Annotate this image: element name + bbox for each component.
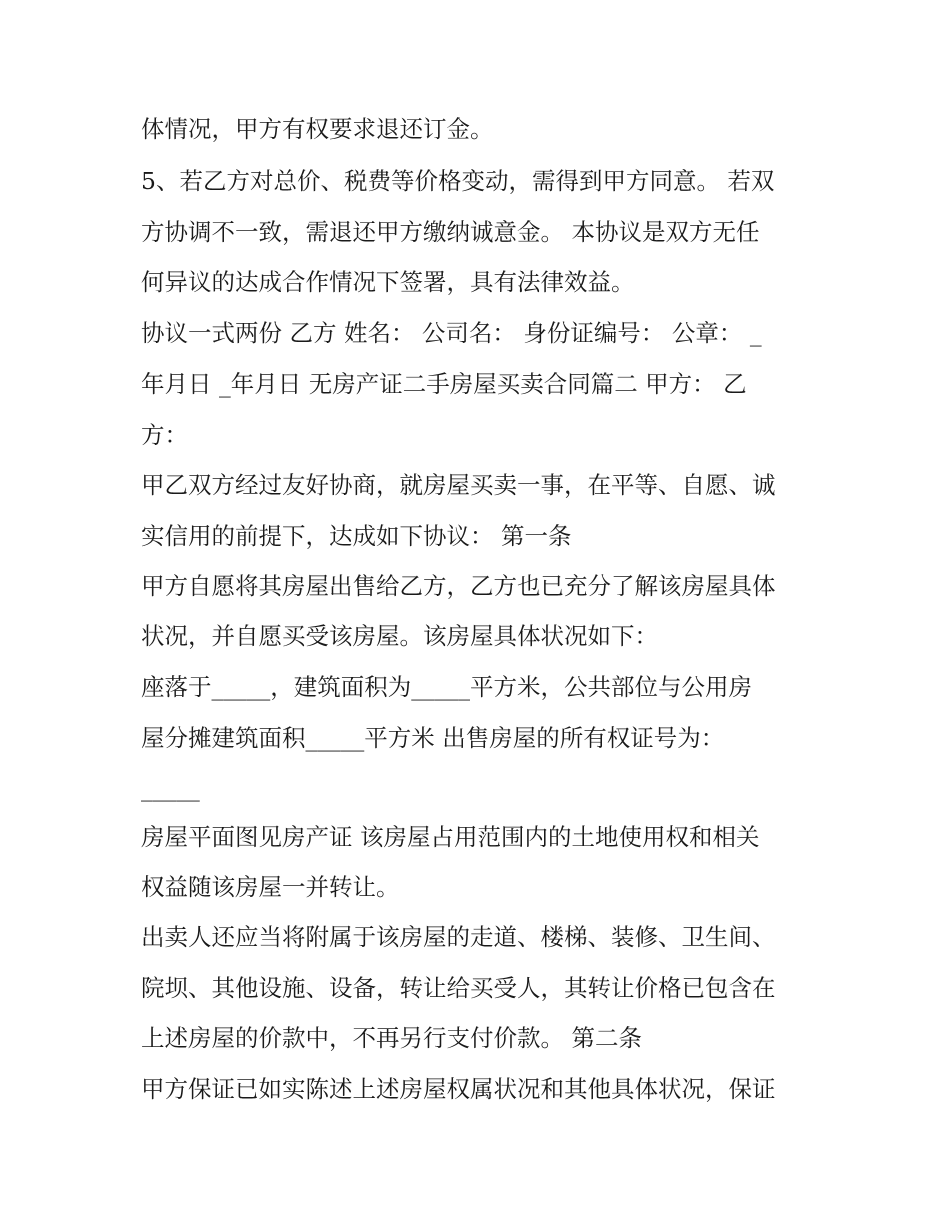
text-line: 年月日 _年月日 无房产证二手房屋买卖合同篇二 甲方： 乙: [141, 370, 747, 398]
text-line: 座落于_____，建筑面积为_____平方米，公共部位与公用房: [141, 673, 752, 701]
text-line: 甲方保证已如实陈述上述房屋权属状况和其他具体状况，保证: [141, 1075, 776, 1103]
text-line: 甲方自愿将其房屋出售给乙方，乙方也已充分了解该房屋具体: [141, 572, 776, 600]
text-line: 协议一式两份 乙方 姓名： 公司名： 身份证编号： 公章： _: [141, 319, 762, 347]
text-line: 屋分摊建筑面积_____平方米 出售房屋的所有权证号为：: [141, 724, 725, 752]
text-line: 房屋平面图见房产证 该房屋占用范围内的土地使用权和相关: [141, 823, 760, 851]
text-line: 何异议的达成合作情况下签署，具有法律效益。: [141, 268, 635, 296]
text-line: 甲乙双方经过友好协商，就房屋买卖一事，在平等、自愿、诚: [141, 471, 776, 499]
text-line: 院坝、其他设施、设备，转让给买受人，其转让价格已包含在: [141, 974, 776, 1002]
text-line: _____: [141, 774, 200, 802]
text-line: 权益随该房屋一并转让。: [141, 873, 400, 901]
text-line: 状况，并自愿买受该房屋。该房屋具体状况如下：: [141, 622, 658, 650]
text-line: 实信用的前提下，达成如下协议： 第一条: [141, 522, 572, 550]
text-line: 出卖人还应当将附属于该房屋的走道、楼梯、装修、卫生间、: [141, 923, 776, 951]
text-line: 体情况，甲方有权要求退还订金。: [141, 115, 494, 143]
text-line: 方：: [141, 421, 188, 449]
text-line: 5、若乙方对总价、税费等价格变动，需得到甲方同意。 若双: [141, 167, 775, 195]
text-line: 上述房屋的价款中，不再另行支付价款。 第二条: [141, 1024, 642, 1052]
text-line: 方协调不一致，需退还甲方缴纳诚意金。 本协议是双方无任: [141, 218, 760, 246]
